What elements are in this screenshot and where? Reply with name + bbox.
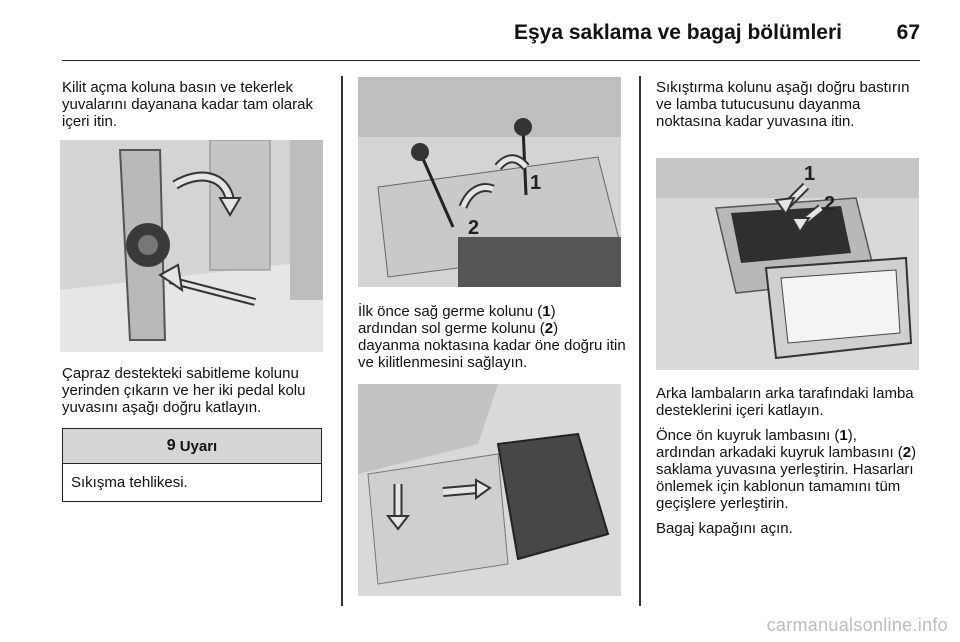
fig4-label-1: 1	[804, 163, 816, 185]
col3-para3: Önce ön kuyruk lambasını (1), ardından arkadaki kuyruk lambasını (2) saklama yuvasına yerleştirin. Hasarları önlemek için kablonun tamamını tüm geçişlere yerleştirin.	[656, 427, 917, 512]
watermark: carmanualsonline.info	[766, 615, 948, 635]
col1-para2: Çapraz destekteki sabitleme kolunu yerinden çıkarın ve her iki pedal kolu yuvasını aşağı doğru katlayın.	[62, 365, 306, 416]
warning-box	[62, 428, 322, 502]
col3-para2: Arka lambaların arka tarafındaki lamba desteklerini içeri katlayın.	[656, 385, 914, 419]
page-title: Eşya saklama ve bagaj bölümleri	[513, 21, 842, 44]
column-divider-1	[341, 76, 343, 606]
page-header	[62, 20, 920, 61]
col3-text-block	[656, 385, 922, 537]
col1-para1: Kilit açma koluna basın ve tekerlek yuvalarını dayanana kadar tam olarak içeri itin.	[62, 79, 313, 130]
figure-lamp-holder	[358, 384, 621, 596]
col1-para2-block	[62, 365, 328, 416]
col1-para1-block	[62, 79, 328, 130]
warning-header	[63, 429, 321, 464]
warning-text: Sıkışma tehlikesi.	[71, 474, 188, 491]
warning-triangle-icon: 9	[166, 437, 176, 454]
figure-tension-levers	[358, 77, 621, 287]
figure-tail-lamps	[656, 158, 919, 370]
figure-bike-carrier-wheel-tracks	[60, 140, 323, 352]
fig2-label-2: 2	[468, 217, 480, 239]
column-divider-2	[639, 76, 641, 606]
fig4-label-2: 2	[824, 193, 836, 215]
col3-para1: Sıkıştırma kolunu aşağı doğru bastırın ve lamba tutucusunu dayanma noktasına kadar yuvasına itin.	[656, 79, 910, 130]
warning-title: Uyarı	[179, 437, 218, 455]
col2-para-block	[358, 303, 628, 371]
col3-para1-block	[656, 79, 922, 130]
col2-para: İlk önce sağ germe kolunu (1) ardından sol germe kolunu (2) dayanma noktasına kadar öne doğru itin ve kilitlenmesini sağlayın.	[358, 303, 626, 371]
col3-para4: Bagaj kapağını açın.	[656, 520, 793, 537]
fig2-label-1: 1	[530, 172, 542, 194]
page-number: 67	[896, 21, 920, 44]
